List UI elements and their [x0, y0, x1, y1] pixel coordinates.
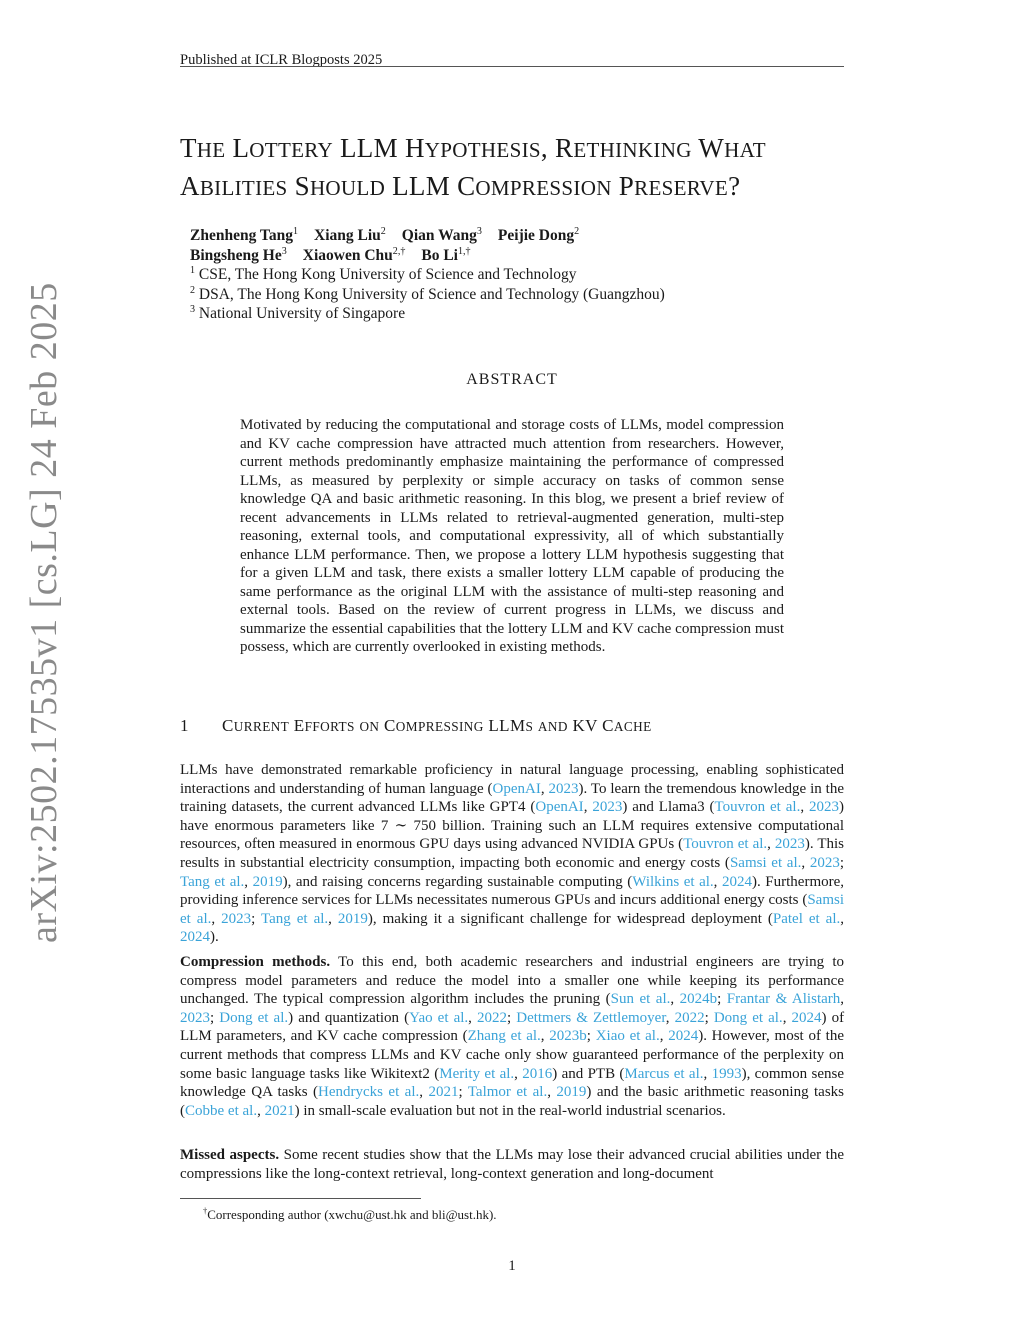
citation-link[interactable]: 2024 — [721, 873, 752, 890]
section-number: 1 — [180, 716, 189, 735]
citation-link[interactable]: Merity et al. — [439, 1065, 515, 1082]
footnote-text: Corresponding author (xwchu@ust.hk and bli@ust.hk). — [207, 1207, 497, 1222]
footnote-rule — [180, 1198, 421, 1199]
citation-link[interactable]: 2022 — [476, 1009, 507, 1026]
title-line-2: ABILITIES SHOULD LLM COMPRESSION PRESERVE? — [180, 171, 741, 201]
arxiv-stamp: arXiv:2502.17535v1 [cs.LG] 24 Feb 2025 — [23, 282, 65, 943]
citation-link[interactable]: Tang et al. — [180, 873, 245, 890]
citation-link[interactable]: Marcus et al. — [624, 1065, 704, 1082]
author-name: Peijie Dong$^2$ — [497, 225, 580, 244]
citation-link[interactable]: 2021 — [428, 1084, 459, 1101]
citation-link[interactable]: Zhang et al. — [467, 1028, 541, 1045]
citation-link[interactable]: 2023 — [774, 836, 805, 853]
citation-link[interactable]: Dettmers & Zettlemoyer — [516, 1009, 666, 1026]
citation-link[interactable]: 2019 — [556, 1084, 587, 1101]
citation-link[interactable]: Patel et al. — [772, 910, 841, 927]
header-rule — [180, 66, 844, 67]
citation-link[interactable]: 1993 — [711, 1065, 742, 1082]
citation-link[interactable]: Touvron et al. — [683, 836, 768, 853]
citation-link[interactable]: Cobbe et al. — [185, 1102, 258, 1119]
citation-link[interactable]: 2023 — [221, 910, 252, 927]
running-header: Published at ICLR Blogposts 2025 — [180, 52, 383, 68]
footnote — [203, 1207, 497, 1223]
citation-link[interactable]: 2023 — [548, 780, 579, 797]
author-name: Zhenheng Tang$^1$ — [190, 225, 298, 244]
citation-link[interactable]: Wilkins et al. — [632, 873, 714, 890]
body-paragraph-3: Missed aspects. Some recent studies show that the LLMs may lose their advanced crucial abilities under the compressions like the long-context retrieval, long-context generation and long-document — [180, 1147, 845, 1182]
affiliation: $^3$ National University of Singapore — [190, 303, 406, 322]
citation-link[interactable]: 2023 — [809, 799, 839, 816]
author-name: Xiang Liu$^2$ — [314, 225, 386, 244]
abstract-text: Motivated by reducing the computational and storage costs of LLMs, model compression and KV cache compression have attracted much attention from researchers. However, current methods predominantly emphasize maintaining the performance of compressed LLMs, as measured by perplexity or simple accuracy on tasks of common sense knowledge QA and basic arithmetic reasoning. In this blog, we present a brief review of recent advancements in LLMs related to retrieval-augmented generation, multi-step reasoning, external tools, and computational expressivity, all of which substantially enhance LLM performance. Then, we propose a lottery LLM hypothesis suggesting that for a given LLM and task, there exists a smaller lottery LLM capable of producing the same performance as the original LLM with the assistance of multi-step reasoning and external tools. Based on the review of current progress in LLMs, we discuss and summarize the essential capabilities that the lottery LLM and KV cache compression must possess, which are currently overlooked in existing methods. — [240, 417, 784, 655]
citation-link[interactable]: 2024b — [679, 991, 718, 1008]
footnote-mark: † — [203, 1205, 208, 1216]
affiliation: $^2$ DSA, The Hong Kong University of Science and Technology (Guangzhou) — [190, 284, 665, 303]
citation-link[interactable]: 2024 — [180, 929, 210, 946]
citation-link[interactable]: Xiao et al. — [595, 1028, 660, 1045]
citation-link[interactable]: OpenAI — [492, 780, 541, 797]
body-paragraph-1: LLMs have demonstrated remarkable proficiency in natural language processing, enabling sophisticated interactions and understanding of human language (OpenAI, 2023). To learn the tremendous knowledge in the training datasets, the current advanced LLMs like GPT4 (OpenAI, 2023) and Llama3 (Touvron et al., 2023) have enormous parameters like 7 ∼ 750 billion. Training such an LLM requires extensive computational resources, often measured in enormous GPU days using advanced NVIDIA GPUs (Touvron et al., 2023). This results in substantial electricity consumption, impacting both economic and energy costs (Samsi et al., 2023; Tang et al., 2019), and raising concerns regarding sustainable computing (Wilkins et al., 2024). Furthermore, providing inference services for LLMs necessitates numerous GPUs and incurs additional energy costs (Samsi et al., 2023; Tang et al., 2019), making it a significant challenge for widespread deployment (Patel et al., 2024). — [180, 762, 845, 946]
author-name: Bo $Li^{1,\dagger}$ — [421, 245, 471, 264]
citation-link[interactable]: Touvron et al. — [714, 799, 801, 816]
paragraph-lead: Missed aspects. — [180, 1147, 280, 1163]
citation-link[interactable]: Dong et al. — [713, 1009, 783, 1026]
citation-link[interactable]: 2021 — [264, 1102, 295, 1119]
author-list — [190, 226, 830, 265]
title-line-1: THE LOTTERY LLM HYPOTHESIS, RETHINKING WHAT — [180, 133, 766, 163]
citation-link[interactable]: Dong et al. — [219, 1009, 289, 1026]
author-name: Xiaowen Chu$^{2,\dagger}$ — [302, 245, 406, 264]
citation-link[interactable]: Samsi et al. — [180, 892, 844, 927]
citation-link[interactable]: 2022 — [674, 1009, 705, 1026]
citation-link[interactable]: Tang et al. — [261, 910, 329, 927]
citation-link[interactable]: 2019 — [252, 873, 283, 890]
citation-link[interactable]: OpenAI — [535, 799, 584, 816]
paragraph-lead: Compression methods. — [180, 954, 331, 970]
citation-link[interactable]: Sun et al. — [610, 991, 671, 1008]
affiliation: $^1$ CSE, The Hong Kong University of Science and Technology — [190, 264, 577, 283]
author-name: Qian Wang$^3$ — [401, 225, 482, 244]
citation-link[interactable]: 2016 — [522, 1065, 553, 1082]
affiliation-list — [190, 265, 665, 324]
citation-link[interactable]: 2019 — [337, 910, 368, 927]
citation-link[interactable]: Hendrycks et al. — [317, 1084, 420, 1101]
citation-link[interactable]: 2023b — [549, 1028, 587, 1045]
citation-link[interactable]: Yao et al. — [409, 1009, 469, 1026]
citation-link[interactable]: 2023 — [592, 799, 623, 816]
body-paragraph-2: Compression methods. To this end, both academic researchers and industrial engineers are trying to compress model parameters and reduce the model into a smaller one while keeping its performance unchanged. The typical compression algorithm includes the pruning (Sun et al., 2024b; Frantar & Alistarh, 2023; Dong et al.) and quantization (Yao et al., 2022; Dettmers & Zettlemoyer, 2022; Dong et al., 2024) of LLM parameters, and KV cache compression (Zhang et al., 2023b; Xiao et al., 2024). However, most of the current methods that compress LLMs and KV cache only show guaranteed performance of the perplexity on some basic language tasks like Wikitext2 (Merity et al., 2016) and PTB (Marcus et al., 1993), common sense knowledge QA tasks (Hendrycks et al., 2021; Talmor et al., 2019) and the basic arithmetic reasoning tasks (Cobbe et al., 2021) in small-scale evaluation but not in the real-world industrial scenarios. — [180, 954, 845, 1119]
citation-link[interactable]: 2024 — [791, 1009, 822, 1026]
paper-title — [180, 130, 880, 206]
citation-link[interactable]: Samsi et al. — [729, 854, 802, 871]
citation-link[interactable]: 2024 — [668, 1028, 699, 1045]
section-title: CURRENT EFFORTS ON COMPRESSING LLMS AND KV CACHE — [222, 716, 652, 735]
author-name: Bingsheng He$^3$ — [190, 245, 287, 264]
page-number: 1 — [508, 1258, 516, 1274]
citation-link[interactable]: 2023 — [180, 1009, 210, 1026]
abstract-heading: ABSTRACT — [466, 371, 558, 388]
citation-link[interactable]: Talmor et al. — [467, 1084, 548, 1101]
citation-link[interactable]: 2023 — [809, 854, 840, 871]
citation-link[interactable]: Frantar & Alistarh — [726, 991, 841, 1008]
section-heading — [180, 716, 652, 736]
